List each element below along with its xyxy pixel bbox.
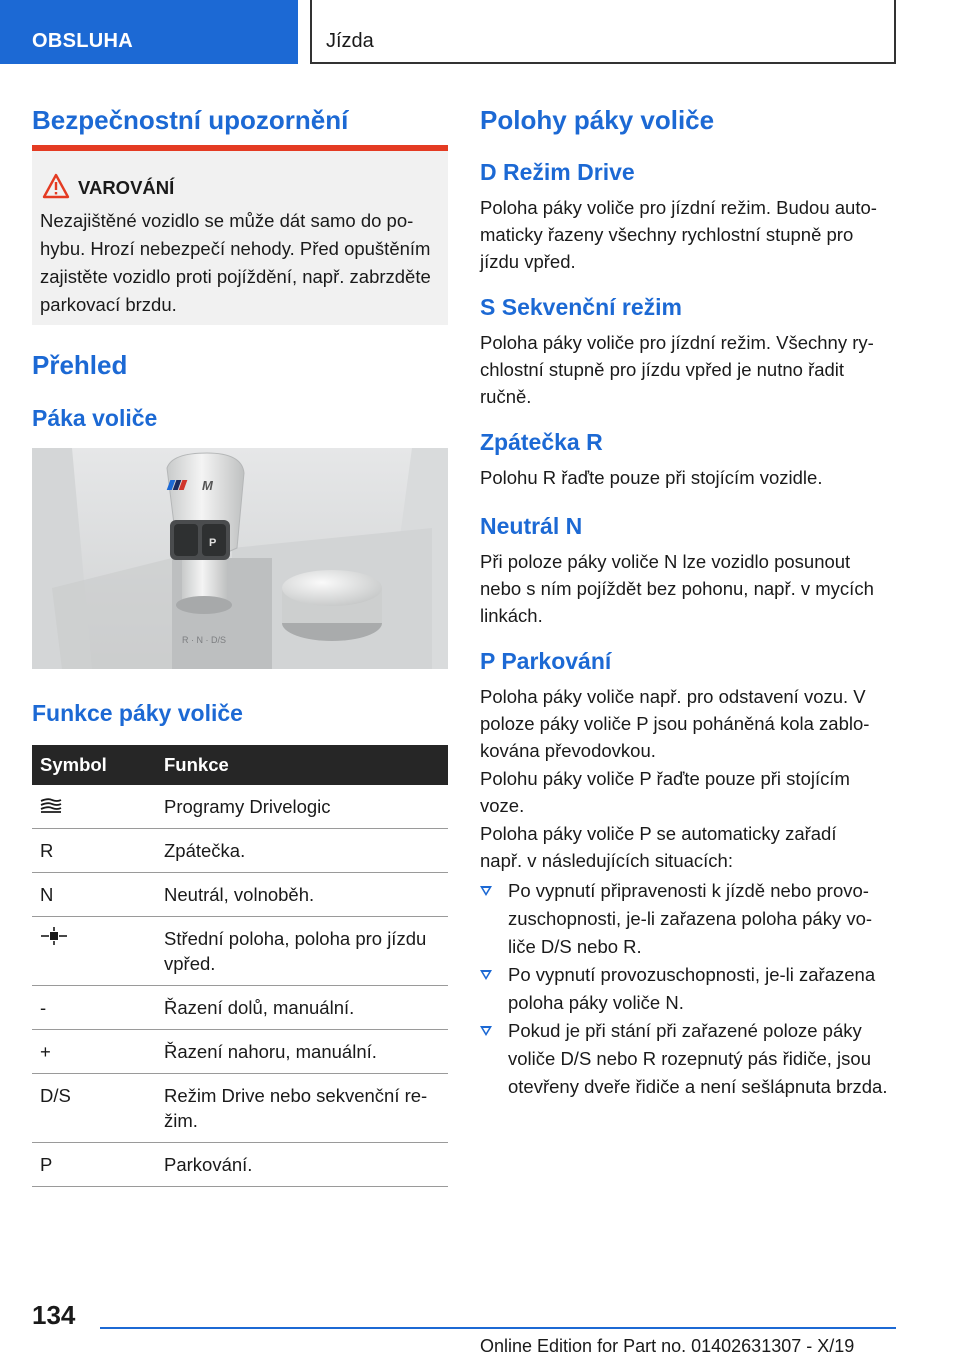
- svg-text:M: M: [202, 478, 213, 493]
- text-line: jízdu vpřed.: [480, 251, 576, 272]
- warning-box: [32, 145, 448, 325]
- functions-heading: Funkce páky voliče: [32, 700, 243, 726]
- text-line: nebo s ním pojíždět bez pohonu, např. v mycích: [480, 578, 874, 599]
- lever-heading: Páka voliče: [32, 405, 158, 431]
- table-row: [32, 1074, 448, 1143]
- function-cell: [156, 1143, 448, 1187]
- text-line: poloze páky voliče P jsou poháněná kola zablo-: [480, 713, 870, 734]
- warning-line: parkovací brzdu.: [40, 294, 177, 315]
- functions-table: [32, 745, 448, 1187]
- table-row: [32, 1143, 448, 1187]
- edition-note: Online Edition for Part no. 01402631307 - X/19: [480, 1336, 855, 1356]
- function-text: Parkování.: [164, 1154, 253, 1175]
- chapter-tab: [310, 0, 896, 64]
- table-row: [32, 986, 448, 1030]
- function-cell: [156, 785, 448, 829]
- table-row: [32, 785, 448, 829]
- table-row: [32, 917, 448, 986]
- text-line: Poloha páky voliče např. pro odstavení vozu. V: [480, 686, 866, 707]
- text-line: liče D/S nebo R.: [508, 936, 642, 957]
- svg-text:P: P: [209, 537, 217, 549]
- text-line: chlostní stupně pro jízdu vpřed je nutno řadit: [480, 359, 845, 380]
- park-text-3: [480, 820, 900, 874]
- text-line: Poloha páky voliče pro jízdní režim. Budou auto-: [480, 197, 877, 218]
- table-header-row: [32, 745, 448, 785]
- overview-heading: Přehled: [32, 350, 128, 380]
- warning-text: [40, 207, 444, 319]
- selector-lever-illustration: [32, 448, 448, 669]
- footer-divider: [100, 1327, 896, 1329]
- neutral-text: [480, 548, 900, 629]
- bullet-triangle-icon: [480, 886, 492, 896]
- text-line: poloha páky voliče N.: [508, 992, 684, 1013]
- function-cell: [156, 873, 448, 917]
- table-row: [32, 1030, 448, 1074]
- park-text-2: [480, 765, 900, 819]
- symbol-cell: [32, 917, 156, 986]
- table-row: [32, 873, 448, 917]
- park-text-1: [480, 683, 900, 764]
- middle-position-icon: [40, 927, 68, 945]
- section-title: OBSLUHA: [32, 30, 133, 52]
- warning-icon: [42, 173, 70, 199]
- warning-line: zajistěte vozidlo proti pojíždění, např. zabrzděte: [40, 266, 431, 287]
- function-cell: [156, 1074, 448, 1143]
- positions-heading: Polohy páky voliče: [480, 105, 715, 135]
- chapter-title: Jízda: [326, 30, 374, 52]
- text-line: maticky řazeny všechny rychlostní stupně pro: [480, 224, 854, 245]
- text-line: Poloha páky voliče pro jízdní režim. Všechny ry-: [480, 332, 874, 353]
- function-text: Střední poloha, poloha pro jízdu: [164, 928, 427, 949]
- drive-text: [480, 194, 900, 275]
- function-text: Zpátečka.: [164, 840, 246, 861]
- function-text: Režim Drive nebo sekvenční re-: [164, 1085, 428, 1106]
- drive-heading: D Režim Drive: [480, 159, 635, 185]
- text-line: Polohu R řaďte pouze při stojícím vozidle.: [480, 467, 823, 488]
- function-text: Programy Drivelogic: [164, 796, 331, 817]
- text-line: Při poloze páky voliče N lze vozidlo posunout: [480, 551, 851, 572]
- text-line: Polohu páky voliče P řaďte pouze při stojícím: [480, 768, 850, 789]
- text-line: otevřeny dveře řidiče a není sešlápnuta brzda.: [508, 1076, 888, 1097]
- col-header-symbol: Symbol: [32, 745, 156, 785]
- text-line: linkách.: [480, 605, 543, 626]
- symbol-cell: R: [32, 829, 156, 873]
- symbol-cell: N: [32, 873, 156, 917]
- warning-title: VAROVÁNÍ: [78, 177, 175, 198]
- text-line: Poloha páky voliče P se automaticky zařadí: [480, 823, 837, 844]
- symbol-cell: [32, 785, 156, 829]
- page-number: 134: [32, 1300, 76, 1330]
- function-text: vpřed.: [164, 953, 216, 974]
- warning-line: hybu. Hrozí nebezpečí nehody. Před opuštěním: [40, 238, 431, 259]
- function-text: Řazení nahoru, manuální.: [164, 1041, 377, 1062]
- gear-gate-label: R · N · D/S: [182, 635, 226, 645]
- seq-heading: S Sekvenční režim: [480, 294, 682, 320]
- function-text: žim.: [164, 1110, 198, 1131]
- text-line: např. v následujících situacích:: [480, 850, 733, 871]
- reverse-text: [480, 464, 900, 491]
- function-text: Řazení dolů, manuální.: [164, 997, 355, 1018]
- table-row: [32, 829, 448, 873]
- text-line: Po vypnutí připravenosti k jízdě nebo provo-: [508, 880, 869, 901]
- drivelogic-icon: [40, 795, 62, 813]
- list-item: [480, 1017, 900, 1101]
- reverse-heading: Zpátečka R: [480, 429, 603, 455]
- section-tab: [0, 0, 298, 64]
- text-line: ručně.: [480, 386, 532, 407]
- list-item: [480, 877, 900, 961]
- list-item: [480, 961, 900, 1017]
- bullet-triangle-icon: [480, 970, 492, 980]
- safety-heading: Bezpečnostní upozornění: [32, 105, 349, 135]
- park-heading: P Parkování: [480, 648, 612, 674]
- col-header-function: Funkce: [156, 745, 448, 785]
- function-cell: [156, 917, 448, 986]
- symbol-cell: +: [32, 1030, 156, 1074]
- text-line: zuschopnosti, je-li zařazena poloha páky vo-: [508, 908, 873, 929]
- selector-lever-photo: [32, 448, 448, 669]
- text-line: kována převodovkou.: [480, 740, 656, 761]
- text-line: voze.: [480, 795, 525, 816]
- function-cell: [156, 829, 448, 873]
- symbol-cell: P: [32, 1143, 156, 1187]
- seq-text: [480, 329, 900, 410]
- neutral-heading: Neutrál N: [480, 513, 583, 539]
- function-cell: [156, 986, 448, 1030]
- text-line: Pokud je při stání při zařazené poloze páky: [508, 1020, 862, 1041]
- symbol-cell: -: [32, 986, 156, 1030]
- symbol-cell: D/S: [32, 1074, 156, 1143]
- text-line: Po vypnutí provozuschopnosti, je-li zařazena: [508, 964, 876, 985]
- function-cell: [156, 1030, 448, 1074]
- text-line: voliče D/S nebo R rozepnutý pás řidiče, jsou: [508, 1048, 871, 1069]
- bullet-triangle-icon: [480, 1026, 492, 1036]
- warning-line: Nezajištěné vozidlo se může dát samo do po-: [40, 210, 414, 231]
- function-text: Neutrál, volnoběh.: [164, 884, 315, 905]
